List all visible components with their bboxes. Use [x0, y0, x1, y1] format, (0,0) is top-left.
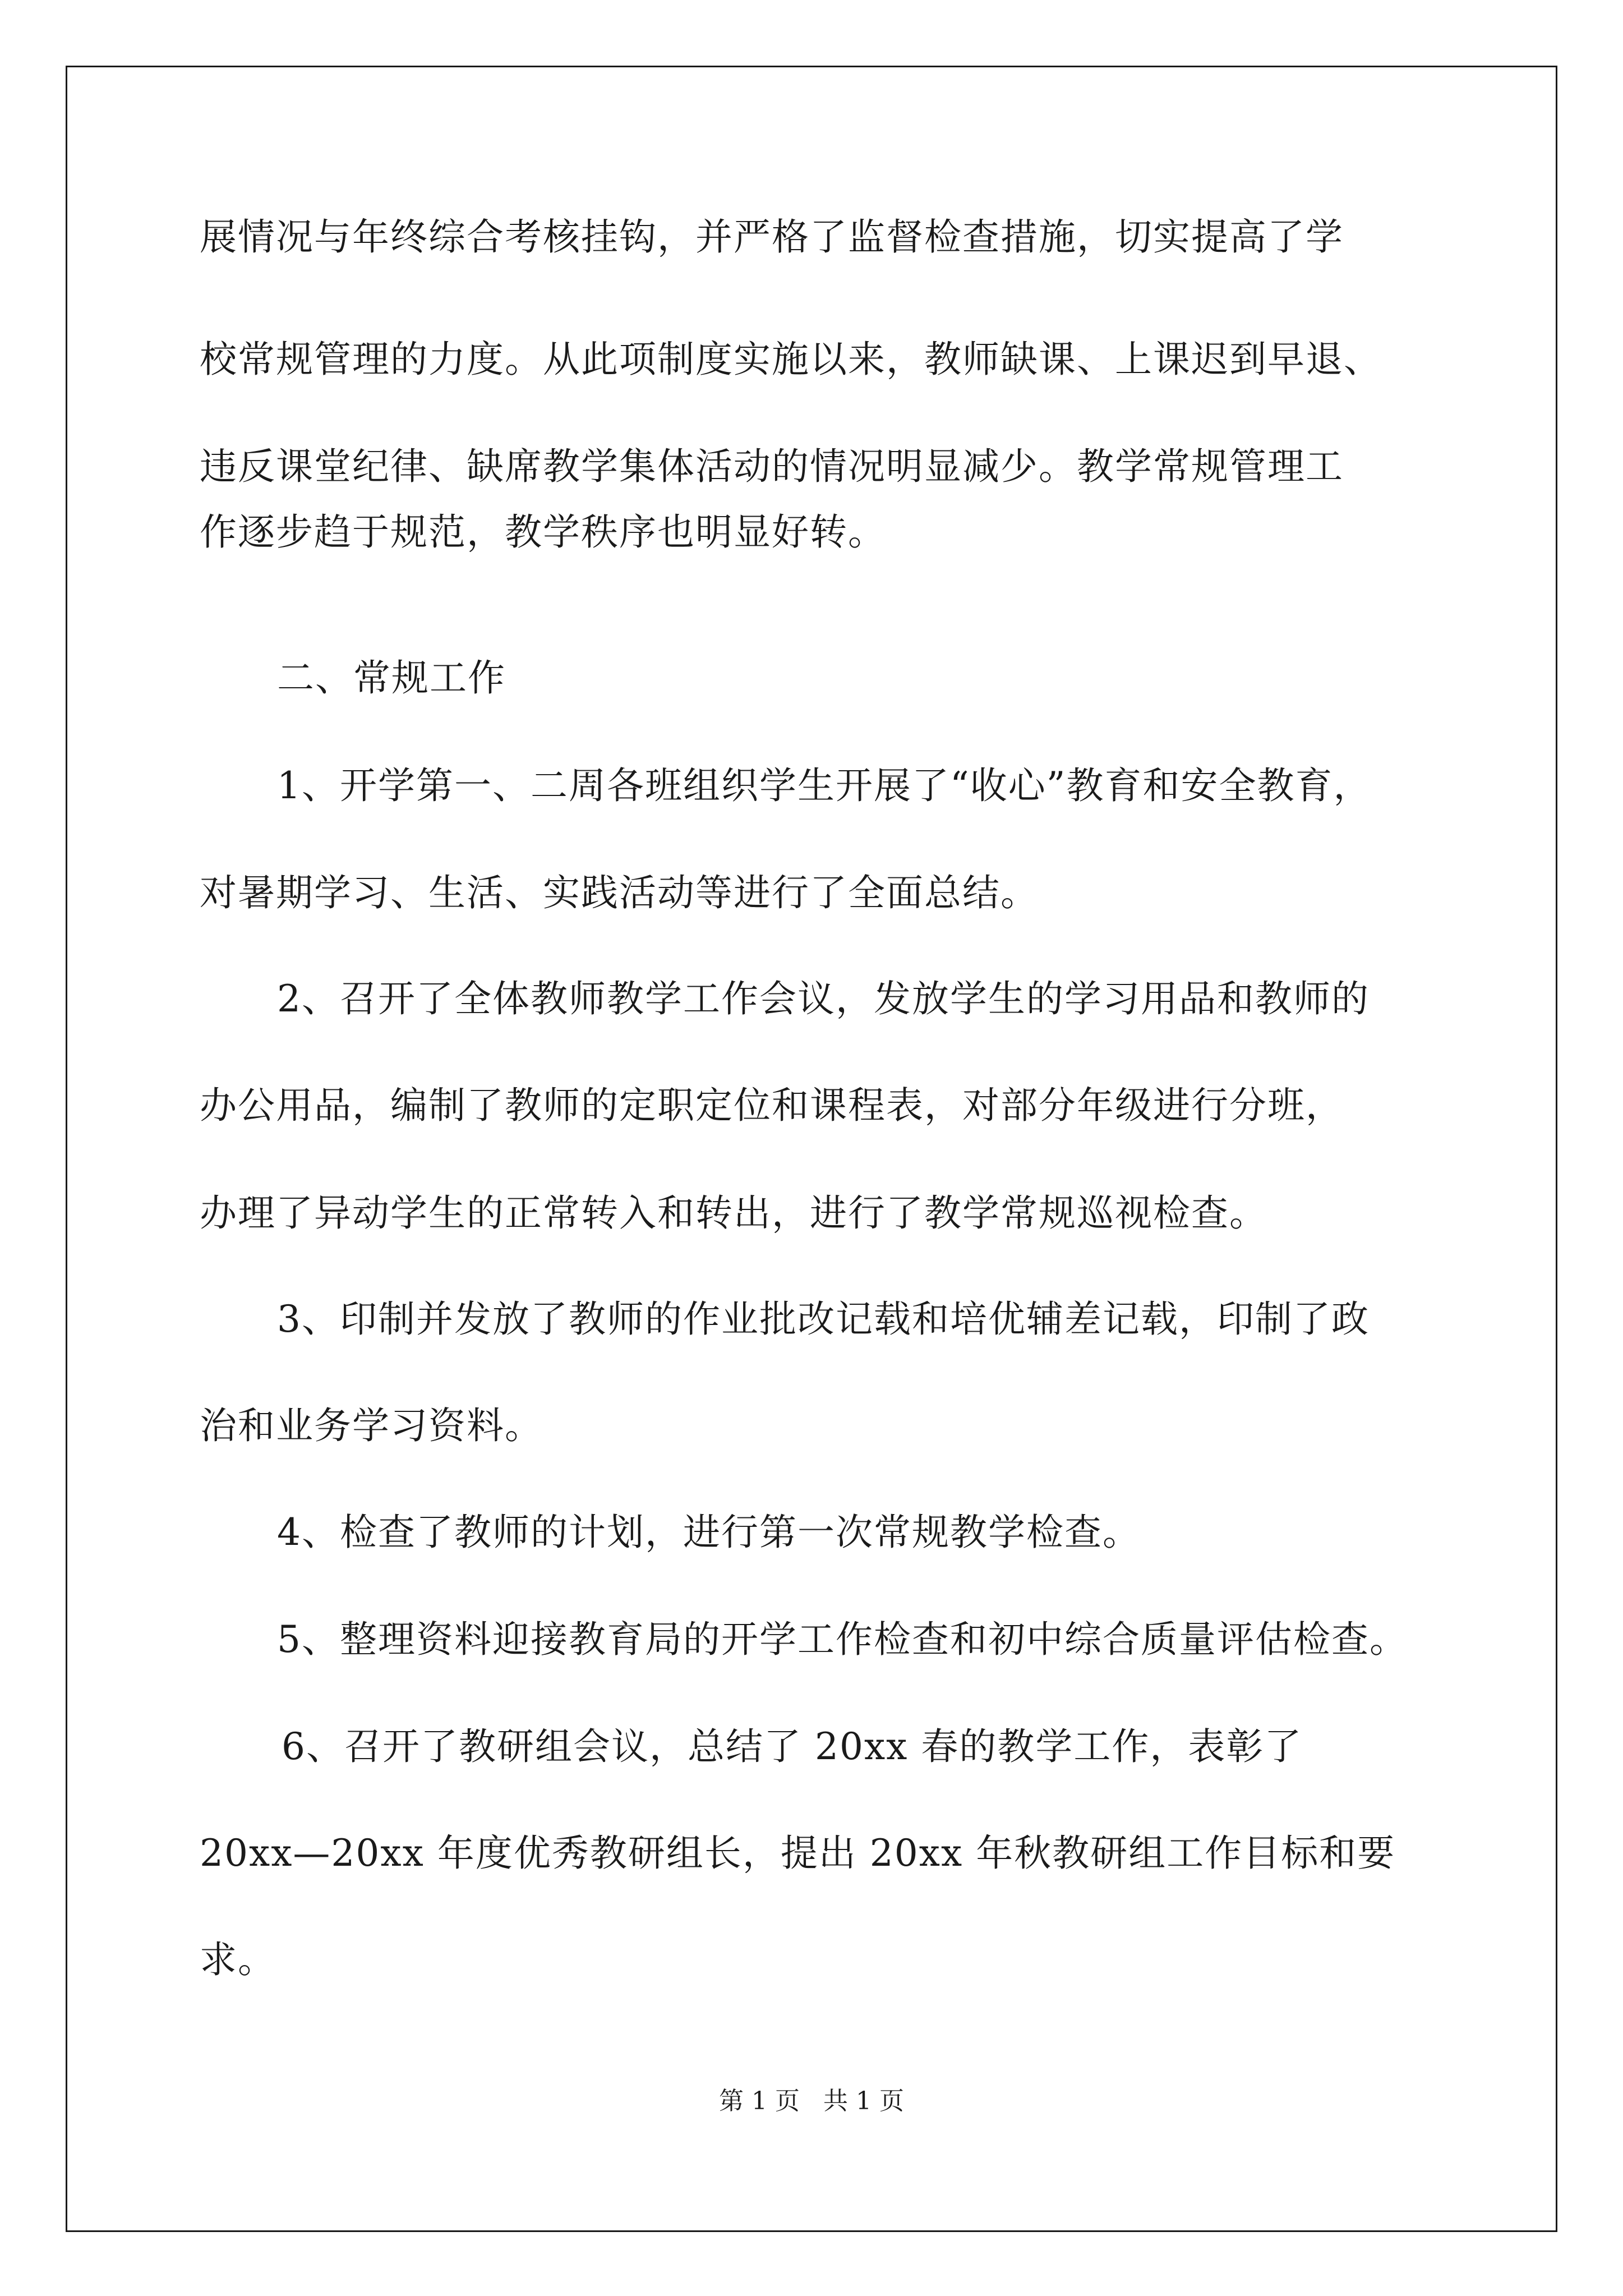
paragraph-line: 展情况与年终综合考核挂钩，并严格了监督检查措施，切实提高了学	[200, 215, 1344, 259]
paragraph-line: 违反课堂纪律、缺席教学集体活动的情况明显减少。教学常规管理工	[200, 445, 1344, 488]
page-number-total: 共 1 页	[823, 2087, 904, 2115]
paragraph-line: 1、开学第一、二周各班组织学生开展了“收心”教育和安全教育，	[277, 764, 1372, 807]
section-heading: 二、常规工作	[277, 656, 506, 700]
paragraph-line: 办理了异动学生的正常转入和转出，进行了教学常规巡视检查。	[200, 1191, 1267, 1235]
paragraph-line: 办公用品，编制了教师的定职定位和课程表，对部分年级进行分班，	[200, 1084, 1344, 1127]
paragraph-line: 2、召开了全体教师教学工作会议，发放学生的学习用品和教师的	[277, 977, 1370, 1020]
paragraph-line: 治和业务学习资料。	[200, 1404, 543, 1447]
paragraph-line: 3、印制并发放了教师的作业批改记载和培优辅差记载，印制了政	[277, 1297, 1370, 1341]
paragraph-line: 20xx—20xx 年度优秀教研组长，提出 20xx 年秋教研组工作目标和要	[200, 1832, 1396, 1875]
paragraph-line: 6、召开了教研组会议，总结了 20xx 春的教学工作，表彰了	[282, 1725, 1303, 1768]
paragraph-line: 对暑期学习、生活、实践活动等进行了全面总结。	[200, 871, 1039, 914]
page-footer	[0, 2085, 1623, 2118]
paragraph-line: 作逐步趋于规范，教学秩序也明显好转。	[200, 510, 886, 554]
paragraph-line: 5、整理资料迎接教育局的开学工作检查和初中综合质量评估检查。	[277, 1618, 1408, 1661]
page-number-current: 第 1 页	[719, 2087, 800, 2115]
paragraph-line: 求。	[200, 1938, 276, 1981]
paragraph-line: 4、检查了教师的计划，进行第一次常规教学检查。	[277, 1511, 1141, 1554]
paragraph-line: 校常规管理的力度。从此项制度实施以来，教师缺课、上课迟到早退、	[200, 338, 1382, 381]
